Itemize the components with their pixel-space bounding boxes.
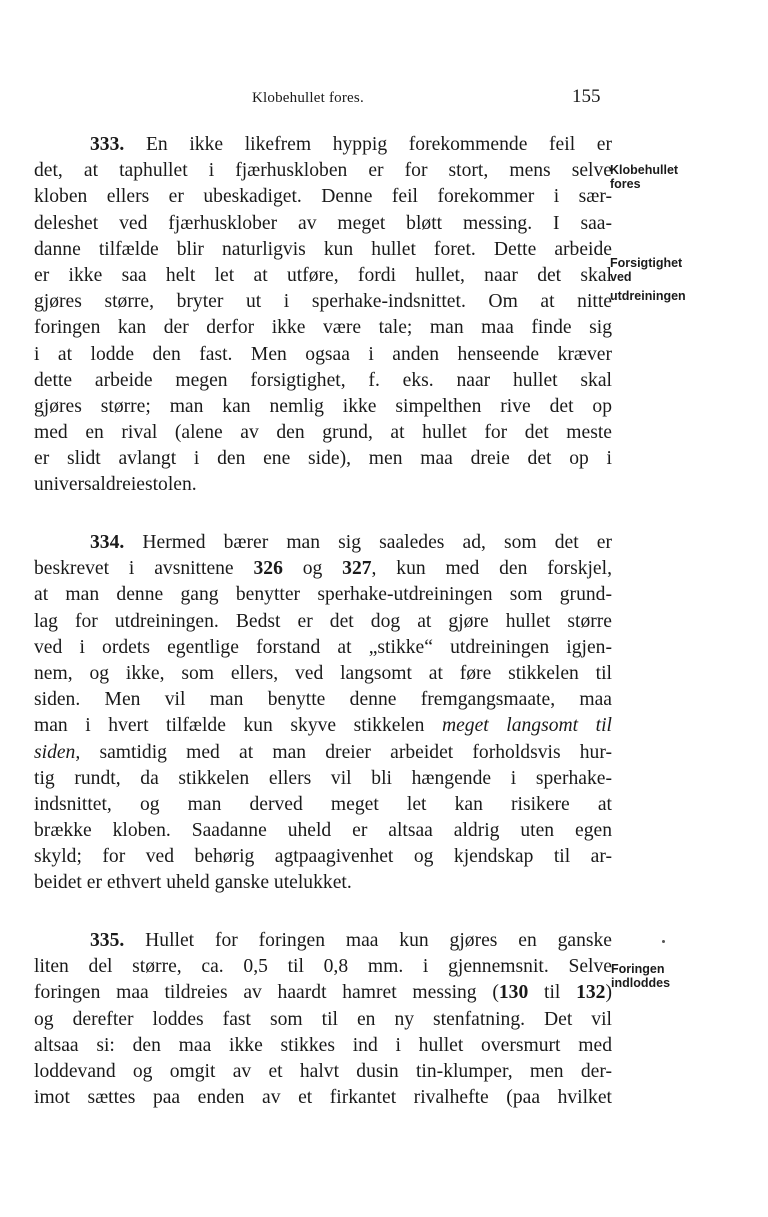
text-line: med en rival (alene av den grund, at hullet for det meste [34, 422, 612, 444]
section-number: 335. [90, 930, 125, 951]
text-line: brække kloben. Saadanne uheld er altsaa aldrig uten egen [34, 820, 612, 842]
text-line: siden, samtidig med at man dreier arbeidet forholdsvis hur- [34, 741, 612, 763]
text-line: skyld; for ved behørig agtpaagivenhet og kjendskap til ar- [34, 846, 612, 868]
text-line: foringen kan der derfor ikke være tale; man maa finde sig [34, 317, 612, 339]
section-reference: 326 [253, 558, 283, 580]
text-line: beskrevet i avsnittene 326 og 327, kun med den forskjel, [34, 558, 612, 580]
text-line: danne tilfælde blir naturligvis kun hullet foret. Dette arbeide [34, 238, 612, 260]
running-title: Klobehullet fores. [252, 90, 364, 106]
paragraph-334 [34, 530, 612, 897]
page-header [34, 86, 612, 110]
emphasis-text: meget langsomt til [441, 715, 612, 737]
text-line: liten del større, ca. 0,5 til 0,8 mm. i gjennemsnit. Selve [34, 956, 612, 978]
text-line: kloben ellers er ubeskadiget. Denne feil forekommer i sær- [34, 186, 612, 208]
text-line: 334. Hermed bærer man sig saaledes ad, som det er [90, 532, 612, 553]
text-line: loddevand og omgit av et halvt dusin tin-klumper, men der- [34, 1060, 612, 1082]
text-line: og derefter loddes fast som til en ny stenfatning. Det vil [34, 1008, 612, 1030]
text-line: det, at taphullet i fjærhuskloben er for stort, mens selve [34, 160, 612, 182]
emphasis-text: siden, [34, 741, 81, 763]
text-line: i at lodde den fast. Men ogsaa i anden henseende kræver [34, 343, 612, 365]
text-line: altsaa si: den maa ikke stikkes ind i hullet oversmurt med [34, 1034, 612, 1056]
text-line: nem, og ikke, som ellers, ved langsomt at føre stikkelen til [34, 662, 612, 684]
text-line: er ikke saa helt let at utføre, fordi hullet, naar det skal [34, 264, 612, 286]
section-number: 333. [90, 134, 125, 155]
text-line: man i hvert tilfælde kun skyve stikkelen meget langsomt til [34, 715, 612, 737]
text-line: deleshet ved fjærhusklober av meget bløtt messing. I saa- [34, 212, 612, 234]
text-line: beidet er ethvert uheld ganske utelukket. [34, 872, 352, 894]
text-line: universaldreiestolen. [34, 474, 197, 496]
text-line: dette arbeide megen forsigtighet, f. eks. naar hullet skal [34, 369, 612, 391]
paragraph-333 [34, 132, 612, 499]
margin-note-klobehullet-fores: Klobehullet fores [610, 163, 679, 191]
text-line: er slidt avlangt i den ene side), men maa dreie det op i [34, 448, 612, 470]
text-line: 333. En ikke likefrem hyppig forekommende feil er [90, 134, 612, 155]
print-speck [662, 940, 665, 943]
text-line: lag for utdreiningen. Bedst er det dog at gjøre hullet større [34, 610, 612, 632]
section-reference: 327 [342, 558, 372, 580]
text-line: 335. Hullet for foringen maa kun gjøres en ganske [90, 930, 612, 951]
margin-note-forsigtighet: Forsigtighet ved utdreiningen [610, 256, 686, 303]
margin-note-foringen-indloddes: Foringen indloddes [611, 962, 671, 990]
section-number: 334. [90, 532, 125, 553]
text-line: imot sættes paa enden av et firkantet rivalhefte (paa hvilket [34, 1087, 612, 1109]
section-reference: 132 [576, 982, 606, 1004]
text-line: foringen maa tildreies av haardt hamret messing (130 til 132) [34, 982, 612, 1004]
text-line: gjøres større, bryter ut i sperhake-indsnittet. Om at nitte [34, 291, 612, 313]
text-line: indsnittet, og man derved meget let kan risikere at [34, 793, 612, 815]
paragraph-335 [34, 928, 612, 1111]
text-line: gjøres større; man kan nemlig ikke simpelthen rive det op [34, 395, 612, 417]
text-line: at man denne gang benytter sperhake-utdreiningen som grund- [34, 584, 612, 606]
section-reference: 130 [498, 982, 529, 1004]
text-line: ved i ordets egentlige forstand at „stikke“ utdreiningen igjen- [34, 636, 612, 658]
text-line: siden. Men vil man benytte denne fremgangsmaate, maa [34, 689, 612, 711]
page-number: 155 [572, 86, 601, 107]
text-line: tig rundt, da stikkelen ellers vil bli hængende i sperhake- [34, 767, 612, 789]
